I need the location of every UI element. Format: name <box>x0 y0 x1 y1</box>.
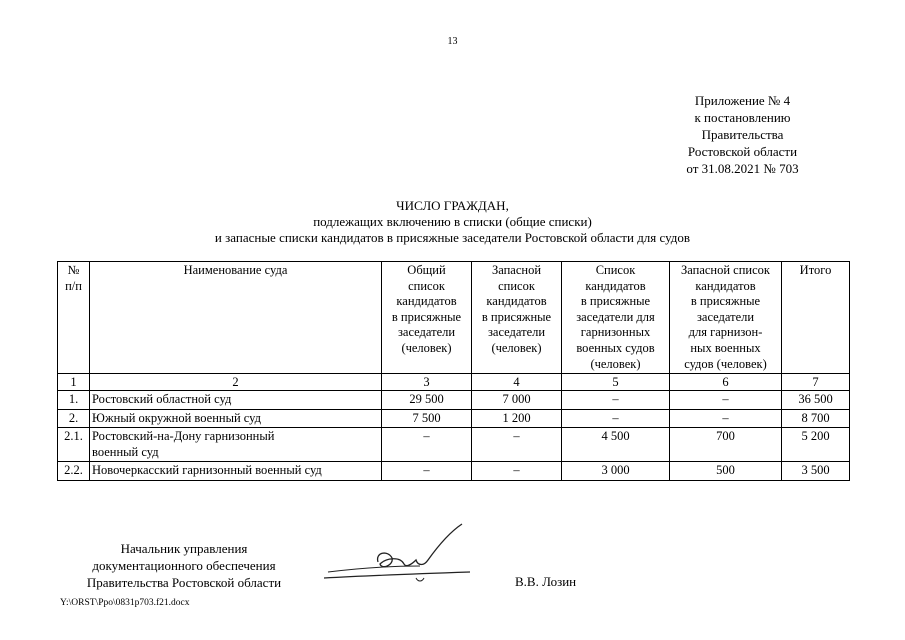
court-name-cell: Южный окружной военный суд <box>90 409 382 428</box>
signatory-position <box>60 540 308 591</box>
column-header: Итого <box>782 262 850 374</box>
value-cell: 7 000 <box>472 391 562 410</box>
column-header: Запасной список кандидатов в присяжные заседатели для гарнизон- ных военных судов (человек) <box>670 262 782 374</box>
column-number: 4 <box>472 374 562 391</box>
table-row <box>58 409 850 428</box>
column-header: Запасной список кандидатов в присяжные заседатели (человек) <box>472 262 562 374</box>
value-cell: – <box>382 462 472 481</box>
handwritten-signature <box>320 520 480 590</box>
value-cell: 1 200 <box>472 409 562 428</box>
column-number: 5 <box>562 374 670 391</box>
value-cell: 8 700 <box>782 409 850 428</box>
row-number-cell: 2.1. <box>58 428 90 462</box>
document-title <box>120 198 785 246</box>
court-name-cell: Новочеркасский гарнизонный военный суд <box>90 462 382 481</box>
appendix-line: к постановлению <box>694 110 791 125</box>
value-cell: 3 500 <box>782 462 850 481</box>
jurors-table <box>57 261 850 481</box>
column-number: 3 <box>382 374 472 391</box>
appendix-line: Ростовской области <box>687 144 798 159</box>
column-header: Наименование суда <box>90 262 382 374</box>
value-cell: 36 500 <box>782 391 850 410</box>
column-number-row <box>58 374 850 391</box>
value-cell: 5 200 <box>782 428 850 462</box>
court-name-cell: Ростовский-на-Дону гарнизонный военный суд <box>90 428 382 462</box>
value-cell: – <box>670 409 782 428</box>
file-path: Y:\ORST\Ppo\0831p703.f21.docx <box>60 598 190 608</box>
title-line: подлежащих включению в списки (общие списки) <box>313 214 592 229</box>
page-number: 13 <box>447 36 458 47</box>
value-cell: – <box>562 391 670 410</box>
position-line: Правительства Ростовской области <box>86 575 282 590</box>
column-header: Список кандидатов в присяжные заседатели для гарнизонных военных судов (человек) <box>562 262 670 374</box>
table-row <box>58 391 850 410</box>
row-number-cell: 1. <box>58 391 90 410</box>
court-name-cell: Ростовский областной суд <box>90 391 382 410</box>
column-number: 6 <box>670 374 782 391</box>
title-line: и запасные списки кандидатов в присяжные заседатели Ростовской области для судов <box>214 230 691 245</box>
row-number-cell: 2.2. <box>58 462 90 481</box>
column-header: Общий список кандидатов в присяжные заседатели (человек) <box>382 262 472 374</box>
value-cell: 500 <box>670 462 782 481</box>
value-cell: – <box>670 391 782 410</box>
appendix-line: от 31.08.2021 № 703 <box>686 161 799 176</box>
appendix-line: Правительства <box>701 127 784 142</box>
table-header-row <box>58 262 850 374</box>
appendix-line: Приложение № 4 <box>694 93 791 108</box>
value-cell: 29 500 <box>382 391 472 410</box>
value-cell: 4 500 <box>562 428 670 462</box>
column-number: 7 <box>782 374 850 391</box>
value-cell: – <box>562 409 670 428</box>
position-line: документационного обеспечения <box>92 558 276 573</box>
column-number: 2 <box>90 374 382 391</box>
signatory-name: В.В. Лозин <box>515 574 577 589</box>
value-cell: – <box>472 428 562 462</box>
appendix-reference <box>640 92 845 177</box>
value-cell: 7 500 <box>382 409 472 428</box>
column-header: № п/п <box>58 262 90 374</box>
position-line: Начальник управления <box>120 541 248 556</box>
value-cell: 700 <box>670 428 782 462</box>
table-row <box>58 462 850 481</box>
value-cell: – <box>472 462 562 481</box>
row-number-cell: 2. <box>58 409 90 428</box>
table-row <box>58 428 850 462</box>
column-number: 1 <box>58 374 90 391</box>
value-cell: 3 000 <box>562 462 670 481</box>
title-line: ЧИСЛО ГРАЖДАН, <box>396 198 509 213</box>
value-cell: – <box>382 428 472 462</box>
